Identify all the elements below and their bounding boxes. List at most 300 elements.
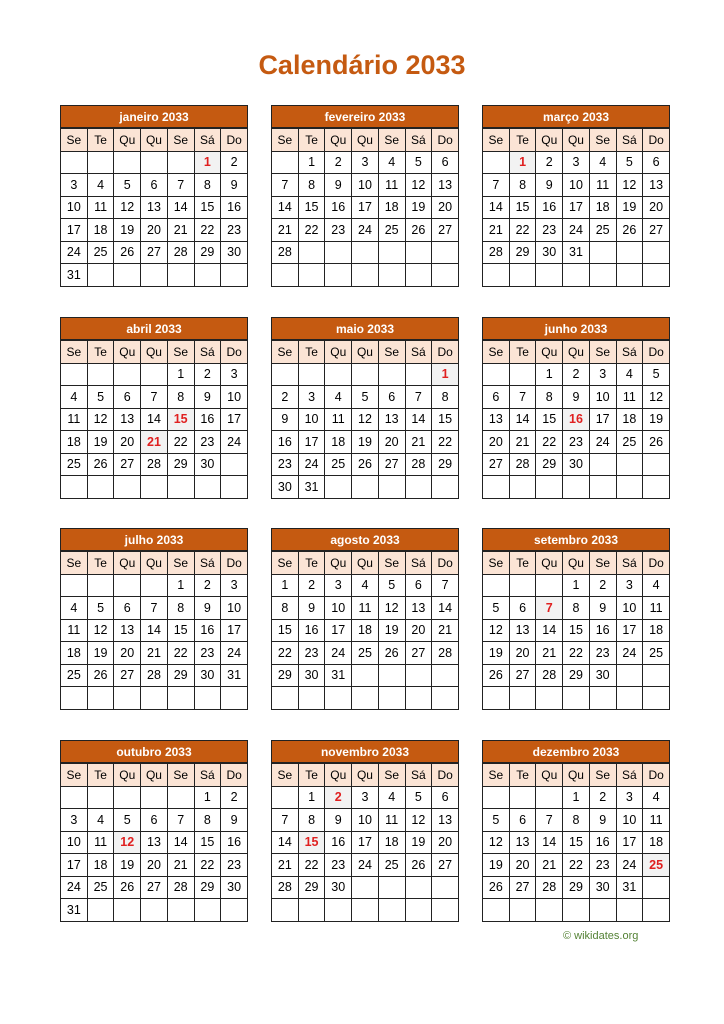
day-cell: 7 (272, 174, 299, 197)
day-cell: 16 (298, 619, 325, 642)
day-cell: 15 (563, 619, 590, 642)
day-cell: 3 (61, 809, 88, 832)
weekday-label: Se (589, 129, 616, 152)
day-cell: 17 (221, 408, 248, 431)
day-cell: 15 (272, 619, 299, 642)
weekday-label: Te (298, 129, 325, 152)
day-cell: 17 (616, 619, 643, 642)
day-cell: 19 (87, 642, 114, 665)
day-cell: 16 (194, 619, 221, 642)
day-cell: 29 (194, 241, 221, 264)
day-cell: 8 (563, 809, 590, 832)
day-cell: 27 (378, 453, 405, 476)
day-cell: 28 (405, 453, 432, 476)
weekday-label: Qu (536, 552, 563, 575)
empty-day-cell (643, 664, 670, 687)
empty-day-cell (87, 476, 114, 499)
weekday-label: Sá (616, 129, 643, 152)
week-row (61, 241, 248, 264)
day-cell: 29 (167, 453, 194, 476)
day-cell: 16 (272, 431, 299, 454)
month-calendar (60, 105, 248, 287)
day-cell: 5 (352, 386, 379, 409)
week-row (61, 854, 248, 877)
weekday-label: Qu (352, 341, 379, 364)
holiday-day-cell: 1 (432, 363, 459, 386)
week-row (483, 664, 670, 687)
day-cell: 1 (298, 786, 325, 809)
weekday-label: Qu (563, 552, 590, 575)
day-cell: 4 (87, 174, 114, 197)
day-cell: 22 (194, 854, 221, 877)
day-cell: 24 (221, 642, 248, 665)
day-cell: 27 (432, 854, 459, 877)
day-cell: 20 (643, 196, 670, 219)
month-header: janeiro 2033 (60, 105, 248, 128)
weekday-label: Te (298, 764, 325, 787)
empty-day-cell (194, 476, 221, 499)
week-row (483, 196, 670, 219)
day-cell: 3 (616, 786, 643, 809)
weekday-label: Do (432, 764, 459, 787)
day-cell: 15 (563, 831, 590, 854)
day-cell: 21 (272, 219, 299, 242)
day-cell: 29 (563, 664, 590, 687)
day-cell: 18 (87, 854, 114, 877)
day-cell: 13 (432, 174, 459, 197)
empty-day-cell (378, 876, 405, 899)
day-cell: 3 (221, 363, 248, 386)
holiday-day-cell: 12 (114, 831, 141, 854)
day-cell: 20 (432, 196, 459, 219)
empty-day-cell (221, 264, 248, 287)
day-cell: 31 (61, 264, 88, 287)
empty-day-cell (405, 899, 432, 922)
month-calendar (271, 740, 459, 922)
empty-day-cell (87, 264, 114, 287)
day-cell: 13 (114, 619, 141, 642)
day-cell: 7 (141, 386, 168, 409)
weekday-label: Do (643, 341, 670, 364)
week-row (61, 151, 248, 174)
week-row (483, 241, 670, 264)
week-row (483, 408, 670, 431)
week-row (61, 786, 248, 809)
empty-day-cell (352, 664, 379, 687)
day-cell: 23 (298, 642, 325, 665)
week-row (61, 196, 248, 219)
weekday-label: Sá (405, 764, 432, 787)
empty-day-cell (483, 151, 510, 174)
day-cell: 13 (378, 408, 405, 431)
day-cell: 5 (483, 597, 510, 620)
day-cell: 26 (616, 219, 643, 242)
week-row (272, 831, 459, 854)
day-cell: 26 (352, 453, 379, 476)
empty-day-cell (378, 687, 405, 710)
month-calendar (60, 317, 248, 499)
day-cell: 19 (352, 431, 379, 454)
day-cell: 16 (589, 831, 616, 854)
empty-day-cell (167, 786, 194, 809)
empty-day-cell (589, 453, 616, 476)
day-cell: 9 (221, 174, 248, 197)
day-cell: 24 (61, 241, 88, 264)
day-cell: 10 (352, 809, 379, 832)
day-cell: 29 (167, 664, 194, 687)
day-cell: 29 (536, 453, 563, 476)
week-row (61, 264, 248, 287)
week-row (483, 431, 670, 454)
day-cell: 27 (114, 453, 141, 476)
empty-day-cell (141, 899, 168, 922)
week-row (272, 642, 459, 665)
day-cell: 12 (643, 386, 670, 409)
day-cell: 17 (61, 219, 88, 242)
weekday-label: Qu (114, 764, 141, 787)
weekday-row (272, 552, 459, 575)
week-row (483, 786, 670, 809)
day-cell: 30 (221, 241, 248, 264)
day-cell: 10 (616, 809, 643, 832)
empty-day-cell (141, 476, 168, 499)
day-cell: 30 (194, 664, 221, 687)
day-cell: 25 (589, 219, 616, 242)
day-cell: 12 (616, 174, 643, 197)
week-row (483, 876, 670, 899)
day-cell: 10 (325, 597, 352, 620)
week-row (483, 174, 670, 197)
empty-day-cell (432, 687, 459, 710)
empty-day-cell (589, 241, 616, 264)
week-row (483, 453, 670, 476)
empty-day-cell (432, 241, 459, 264)
day-cell: 12 (378, 597, 405, 620)
day-cell: 17 (352, 831, 379, 854)
weekday-label: Se (483, 764, 510, 787)
day-cell: 27 (509, 876, 536, 899)
day-cell: 3 (61, 174, 88, 197)
week-row (272, 196, 459, 219)
day-cell: 14 (536, 831, 563, 854)
day-cell: 14 (483, 196, 510, 219)
empty-day-cell (194, 687, 221, 710)
day-cell: 11 (643, 597, 670, 620)
day-cell: 30 (298, 664, 325, 687)
weekday-row (61, 552, 248, 575)
week-row (272, 899, 459, 922)
day-cell: 26 (643, 431, 670, 454)
day-cell: 10 (589, 386, 616, 409)
day-cell: 19 (483, 854, 510, 877)
day-cell: 21 (141, 642, 168, 665)
empty-day-cell (114, 264, 141, 287)
week-row (272, 476, 459, 499)
day-cell: 25 (61, 453, 88, 476)
empty-day-cell (87, 899, 114, 922)
day-cell: 4 (643, 574, 670, 597)
empty-day-cell (483, 264, 510, 287)
month-calendar (271, 317, 459, 499)
day-cell: 28 (272, 241, 299, 264)
day-cell: 18 (61, 431, 88, 454)
day-cell: 3 (221, 574, 248, 597)
weekday-label: Te (298, 341, 325, 364)
week-row (61, 574, 248, 597)
credit-text[interactable]: © wikidates.org (563, 930, 639, 942)
day-cell: 10 (61, 831, 88, 854)
week-row (272, 431, 459, 454)
empty-day-cell (509, 574, 536, 597)
empty-day-cell (272, 363, 299, 386)
day-cell: 26 (114, 241, 141, 264)
week-row (272, 408, 459, 431)
day-cell: 9 (194, 597, 221, 620)
day-cell: 5 (114, 809, 141, 832)
empty-day-cell (378, 664, 405, 687)
weekday-row (272, 341, 459, 364)
day-cell: 3 (352, 151, 379, 174)
day-cell: 14 (536, 619, 563, 642)
day-cell: 24 (616, 854, 643, 877)
day-cell: 23 (272, 453, 299, 476)
day-cell: 25 (378, 219, 405, 242)
day-cell: 17 (298, 431, 325, 454)
empty-day-cell (114, 476, 141, 499)
weekday-label: Sá (405, 552, 432, 575)
weekday-label: Qu (141, 129, 168, 152)
empty-day-cell (221, 476, 248, 499)
day-cell: 23 (325, 219, 352, 242)
week-row (61, 642, 248, 665)
empty-day-cell (298, 687, 325, 710)
day-cell: 24 (61, 876, 88, 899)
day-cell: 5 (616, 151, 643, 174)
day-cell: 24 (563, 219, 590, 242)
empty-day-cell (352, 687, 379, 710)
week-row (483, 363, 670, 386)
day-cell: 12 (352, 408, 379, 431)
empty-day-cell (378, 476, 405, 499)
empty-day-cell (167, 264, 194, 287)
empty-day-cell (483, 476, 510, 499)
day-cell: 25 (352, 642, 379, 665)
empty-day-cell (167, 151, 194, 174)
empty-day-cell (61, 363, 88, 386)
empty-day-cell (563, 899, 590, 922)
empty-day-cell (483, 574, 510, 597)
day-cell: 22 (563, 642, 590, 665)
day-cell: 20 (483, 431, 510, 454)
day-cell: 21 (405, 431, 432, 454)
empty-day-cell (114, 363, 141, 386)
weekday-label: Se (167, 341, 194, 364)
day-cell: 12 (483, 831, 510, 854)
empty-day-cell (643, 453, 670, 476)
empty-day-cell (141, 264, 168, 287)
empty-day-cell (643, 687, 670, 710)
day-cell: 22 (563, 854, 590, 877)
day-cell: 11 (589, 174, 616, 197)
day-cell: 28 (167, 241, 194, 264)
day-cell: 8 (194, 809, 221, 832)
day-cell: 17 (325, 619, 352, 642)
weekday-label: Qu (352, 129, 379, 152)
week-row (61, 876, 248, 899)
page-title: Calendário 2033 (258, 50, 466, 80)
empty-day-cell (509, 264, 536, 287)
empty-day-cell (87, 687, 114, 710)
day-cell: 12 (114, 196, 141, 219)
day-cell: 17 (616, 831, 643, 854)
day-cell: 29 (432, 453, 459, 476)
week-row (61, 174, 248, 197)
day-cell: 14 (272, 831, 299, 854)
day-cell: 30 (589, 664, 616, 687)
weekday-row (483, 552, 670, 575)
weekday-label: Qu (325, 764, 352, 787)
day-cell: 17 (589, 408, 616, 431)
empty-day-cell (141, 574, 168, 597)
empty-day-cell (114, 786, 141, 809)
day-cell: 8 (194, 174, 221, 197)
day-cell: 4 (61, 597, 88, 620)
day-cell: 15 (194, 196, 221, 219)
day-cell: 7 (432, 574, 459, 597)
day-cell: 7 (272, 809, 299, 832)
day-cell: 9 (536, 174, 563, 197)
weekday-label: Se (167, 552, 194, 575)
empty-day-cell (325, 476, 352, 499)
weekday-label: Se (61, 764, 88, 787)
empty-day-cell (536, 687, 563, 710)
empty-day-cell (483, 899, 510, 922)
day-cell: 13 (141, 196, 168, 219)
day-cell: 24 (616, 642, 643, 665)
empty-day-cell (325, 241, 352, 264)
day-cell: 26 (405, 219, 432, 242)
day-cell: 6 (509, 809, 536, 832)
day-cell: 3 (325, 574, 352, 597)
week-row (272, 786, 459, 809)
day-cell: 28 (536, 876, 563, 899)
day-cell: 5 (483, 809, 510, 832)
day-cell: 20 (378, 431, 405, 454)
week-row (483, 809, 670, 832)
day-cell: 17 (352, 196, 379, 219)
weekday-label: Do (643, 552, 670, 575)
empty-day-cell (616, 664, 643, 687)
day-cell: 1 (194, 786, 221, 809)
day-cell: 16 (536, 196, 563, 219)
empty-day-cell (272, 786, 299, 809)
day-cell: 24 (298, 453, 325, 476)
day-cell: 23 (536, 219, 563, 242)
week-row (483, 899, 670, 922)
day-cell: 14 (141, 408, 168, 431)
empty-day-cell (589, 899, 616, 922)
day-cell: 8 (272, 597, 299, 620)
day-cell: 28 (536, 664, 563, 687)
day-cell: 6 (378, 386, 405, 409)
day-cell: 21 (536, 854, 563, 877)
weekday-label: Te (509, 552, 536, 575)
day-cell: 21 (167, 854, 194, 877)
day-cell: 18 (589, 196, 616, 219)
day-cell: 9 (272, 408, 299, 431)
day-cell: 24 (589, 431, 616, 454)
empty-day-cell (61, 151, 88, 174)
day-cell: 16 (221, 196, 248, 219)
empty-day-cell (405, 363, 432, 386)
week-row (483, 687, 670, 710)
week-row (61, 219, 248, 242)
empty-day-cell (114, 574, 141, 597)
day-cell: 2 (536, 151, 563, 174)
day-cell: 8 (563, 597, 590, 620)
weekday-label: Sá (616, 764, 643, 787)
day-cell: 2 (589, 786, 616, 809)
empty-day-cell (221, 687, 248, 710)
weekday-label: Se (378, 764, 405, 787)
day-cell: 23 (221, 854, 248, 877)
holiday-day-cell: 15 (298, 831, 325, 854)
weekday-label: Te (509, 341, 536, 364)
weekday-label: Do (221, 341, 248, 364)
day-cell: 25 (87, 241, 114, 264)
weekday-label: Se (378, 129, 405, 152)
month-calendar (482, 317, 670, 499)
empty-day-cell (141, 687, 168, 710)
holiday-day-cell: 15 (167, 408, 194, 431)
empty-day-cell (352, 241, 379, 264)
empty-day-cell (432, 899, 459, 922)
day-cell: 8 (432, 386, 459, 409)
day-cell: 8 (298, 174, 325, 197)
month-calendar (482, 740, 670, 922)
weekday-row (483, 341, 670, 364)
weekday-label: Sá (194, 552, 221, 575)
day-cell: 3 (352, 786, 379, 809)
day-cell: 21 (483, 219, 510, 242)
empty-day-cell (432, 264, 459, 287)
week-row (272, 687, 459, 710)
empty-day-cell (405, 687, 432, 710)
weekday-label: Do (432, 129, 459, 152)
month-calendar (482, 105, 670, 287)
day-cell: 23 (325, 854, 352, 877)
weekday-label: Se (589, 764, 616, 787)
weekday-label: Te (87, 129, 114, 152)
day-cell: 18 (61, 642, 88, 665)
day-cell: 24 (352, 854, 379, 877)
weekday-label: Te (87, 552, 114, 575)
empty-day-cell (272, 264, 299, 287)
weekday-label: Qu (325, 552, 352, 575)
day-cell: 8 (167, 597, 194, 620)
month-calendar (60, 528, 248, 710)
weekday-label: Qu (536, 341, 563, 364)
month-header: abril 2033 (60, 317, 248, 340)
weekday-label: Qu (114, 552, 141, 575)
day-cell: 8 (298, 809, 325, 832)
day-cell: 23 (563, 431, 590, 454)
day-cell: 13 (643, 174, 670, 197)
day-cell: 9 (589, 597, 616, 620)
week-row (272, 597, 459, 620)
holiday-day-cell: 25 (643, 854, 670, 877)
day-cell: 14 (167, 831, 194, 854)
